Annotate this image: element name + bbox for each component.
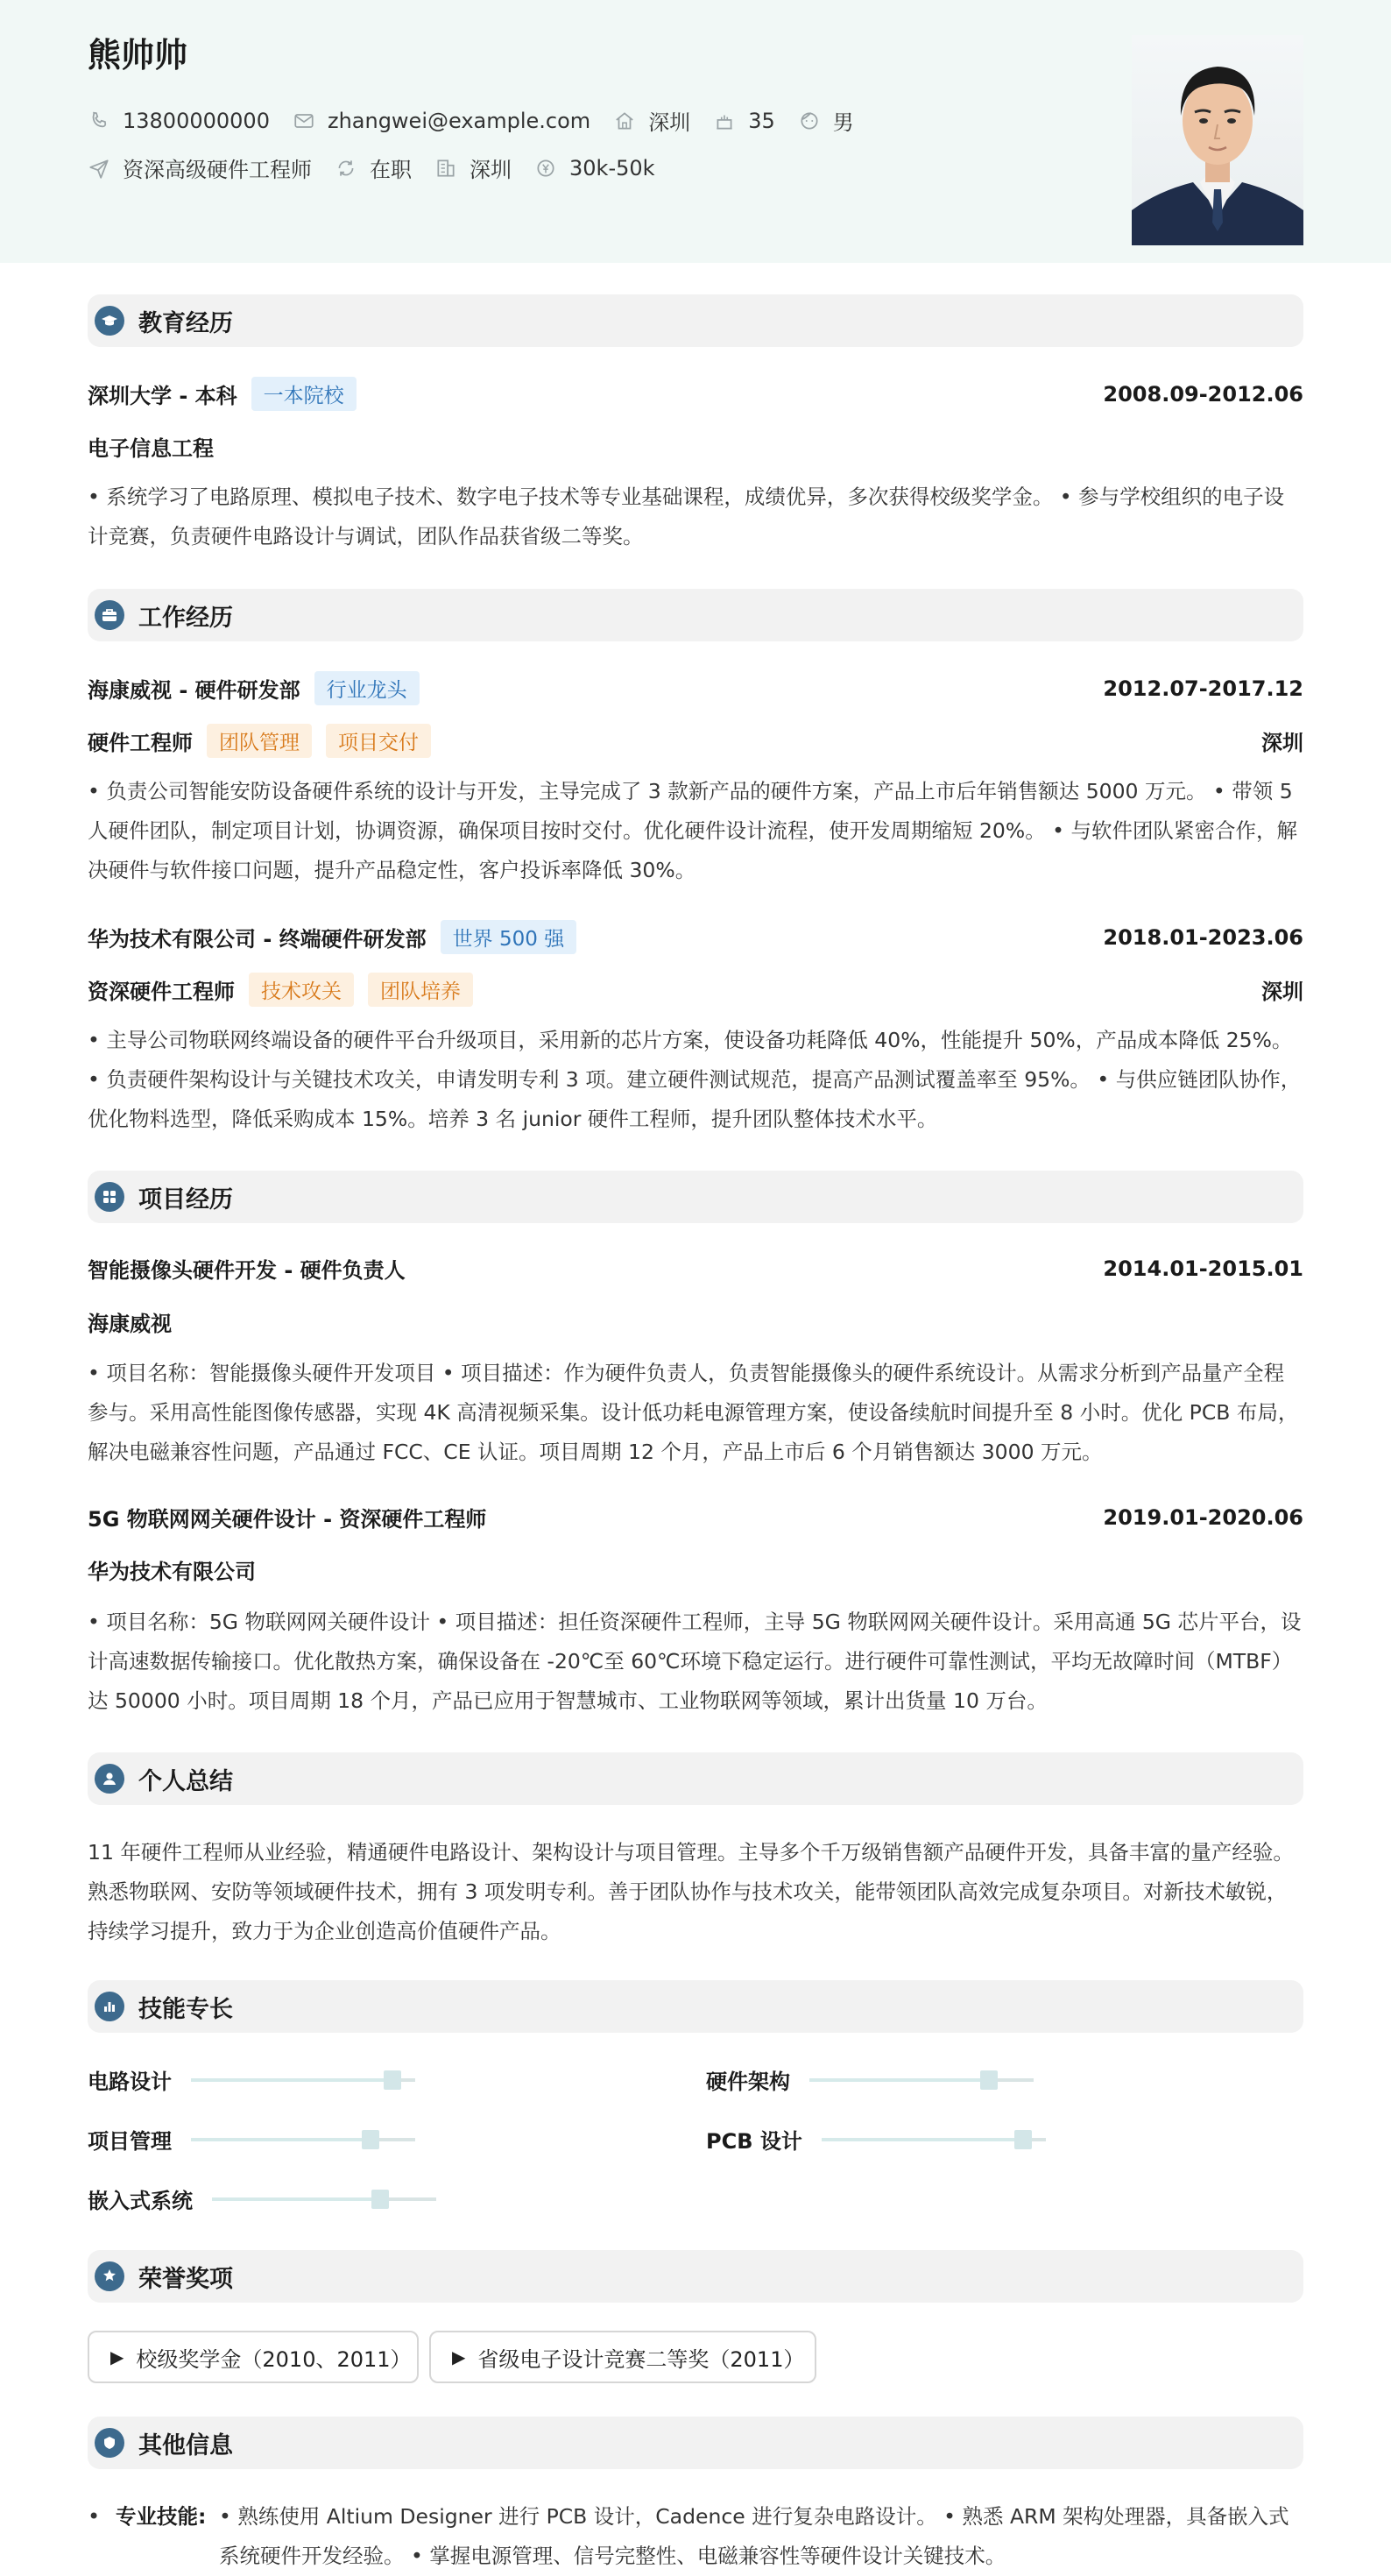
project-title: 智能摄像头硬件开发 - 硬件负责人 bbox=[88, 1258, 406, 1283]
section-education bbox=[88, 294, 1303, 347]
position-item bbox=[88, 152, 312, 183]
company-name: 华为技术有限公司 - 终端硬件研发部 bbox=[88, 927, 427, 952]
award-icon bbox=[95, 2261, 124, 2291]
section-title: 其他信息 bbox=[138, 2431, 233, 2459]
section-title: 项目经历 bbox=[138, 1185, 233, 1214]
job-intent-row bbox=[88, 152, 678, 183]
skill-item bbox=[88, 2064, 415, 2095]
skill-slider bbox=[822, 2138, 1046, 2141]
gender-icon bbox=[798, 110, 821, 132]
city-text: 深圳 bbox=[648, 110, 691, 135]
triangle-right-icon: ▶ bbox=[110, 2346, 124, 2367]
company-name: 海康威视 - 硬件研发部 bbox=[88, 678, 300, 703]
project-header bbox=[88, 1253, 1303, 1284]
project-company-row bbox=[88, 1306, 1303, 1337]
education-header bbox=[88, 377, 1303, 411]
building-icon bbox=[434, 157, 457, 180]
other-label: 专业技能: bbox=[116, 2504, 207, 2529]
salary-item bbox=[534, 156, 655, 180]
work-role-row bbox=[88, 724, 1303, 758]
role-tag: 项目交付 bbox=[326, 724, 431, 758]
project-date: 2019.01-2020.06 bbox=[1103, 1504, 1303, 1530]
section-work bbox=[88, 589, 1303, 641]
skill-item bbox=[706, 2124, 1046, 2155]
section-title: 个人总结 bbox=[138, 1767, 233, 1795]
section-title: 教育经历 bbox=[138, 309, 233, 337]
bar-chart-icon bbox=[95, 1992, 124, 2021]
target-city-text: 深圳 bbox=[470, 158, 512, 182]
contact-row bbox=[88, 105, 877, 136]
home-icon bbox=[613, 110, 636, 132]
email-text: zhangwei@example.com bbox=[327, 108, 591, 133]
work-header bbox=[88, 671, 1303, 705]
status-item bbox=[335, 152, 412, 183]
other-item bbox=[88, 2497, 1303, 2576]
target-city-item bbox=[434, 152, 512, 183]
skill-slider bbox=[191, 2078, 415, 2082]
skill-name: 嵌入式系统 bbox=[88, 2189, 193, 2213]
section-summary bbox=[88, 1752, 1303, 1805]
coin-icon bbox=[534, 157, 557, 180]
grid-icon bbox=[95, 1182, 124, 1212]
skill-item bbox=[88, 2124, 415, 2155]
role-tag: 团队培养 bbox=[368, 973, 473, 1007]
briefcase-icon bbox=[95, 600, 124, 630]
section-title: 技能专长 bbox=[138, 1995, 233, 2023]
section-projects bbox=[88, 1171, 1303, 1223]
triangle-right-icon: ▶ bbox=[452, 2346, 466, 2367]
candidate-name: 熊帅帅 bbox=[88, 36, 188, 74]
phone-icon bbox=[88, 110, 110, 132]
email-item bbox=[293, 109, 590, 133]
gender-item bbox=[798, 105, 854, 136]
honor-text: 校级奖学金（2010、2011） bbox=[136, 2346, 412, 2372]
cake-icon bbox=[713, 110, 736, 132]
company-tag: 行业龙头 bbox=[314, 671, 420, 705]
role-tag: 团队管理 bbox=[207, 724, 312, 758]
education-description: • 系统学习了电路原理、模拟电子技术、数字电子技术等专业基础课程，成绩优异，多次获得校级奖学金。 • 参与学校组织的电子设计竞赛，负责硬件电路设计与调试，团队作品获省级二等奖。 bbox=[88, 485, 1285, 548]
project-date: 2014.01-2015.01 bbox=[1103, 1256, 1303, 1281]
skill-item bbox=[706, 2064, 1034, 2095]
job-role: 资深硬件工程师 bbox=[88, 980, 235, 1004]
skill-slider bbox=[809, 2078, 1034, 2082]
skill-slider bbox=[191, 2138, 415, 2141]
work-description: • 主导公司物联网终端设备的硬件平台升级项目，采用新的芯片方案，使设备功耗降低 40%，性能提升 50%，产品成本降低 25%。 • 负责硬件架构设计与关键技术攻关，申请发明专利 3 项。建立硬件测试规范，提高产品测试覆盖率至 95%。 • 与供应链团队协作，优化物料选型，降低采购成本 15%。培养 3 名 junior 硬件工程师，提升团队整体技术水平。 bbox=[88, 1028, 1302, 1131]
education-date: 2008.09-2012.06 bbox=[1103, 381, 1303, 407]
project-description: • 项目名称：5G 物联网网关硬件设计 • 项目描述：担任资深硬件工程师，主导 5G 物联网网关硬件设计。采用高通 5G 芯片平台，设计高速数据传输接口。优化散热方案，确保设备在 -20℃至 60℃环境下稳定运行。进行硬件可靠性测试，平均无故障时间（MTBF）达 50000 小时。项目周期 18 个月，产品已应用于智慧城市、工业物联网等领域，累计出货量 10 万台。 bbox=[88, 1610, 1302, 1713]
mail-icon bbox=[293, 110, 315, 132]
skill-name: 硬件架构 bbox=[706, 2070, 790, 2094]
city-item bbox=[613, 105, 690, 136]
work-role-row bbox=[88, 973, 1303, 1007]
age-text: 35 bbox=[748, 108, 775, 133]
section-skills bbox=[88, 1980, 1303, 2033]
work-header bbox=[88, 920, 1303, 954]
honor-item[interactable] bbox=[88, 2331, 419, 2383]
school-name: 深圳大学 - 本科 bbox=[88, 384, 237, 408]
company-tag: 世界 500 强 bbox=[441, 920, 577, 954]
resume-header bbox=[0, 0, 1391, 263]
skill-item bbox=[88, 2183, 436, 2214]
send-icon bbox=[88, 157, 110, 180]
work-date: 2012.07-2017.12 bbox=[1103, 676, 1303, 701]
work-location: 深圳 bbox=[1261, 980, 1303, 1004]
section-title: 荣誉奖项 bbox=[138, 2265, 233, 2293]
work-location: 深圳 bbox=[1261, 731, 1303, 755]
project-header bbox=[88, 1502, 1303, 1532]
skill-name: PCB 设计 bbox=[706, 2129, 802, 2154]
skill-slider bbox=[212, 2197, 436, 2201]
profile-photo bbox=[1132, 35, 1303, 245]
education-major-row bbox=[88, 431, 1303, 462]
status-text: 在职 bbox=[370, 158, 412, 182]
work-description: • 负责公司智能安防设备硬件系统的设计与开发，主导完成了 3 款新产品的硬件方案，产品上市后年销售额达 5000 万元。 • 带领 5 人硬件团队，制定项目计划，协调资源，确保项目按时交付。优化硬件设计流程，使开发周期缩短 20%。 • 与软件团队紧密合作，解决硬件与软件接口问题，提升产品稳定性，客户投诉率降低 30%。 bbox=[88, 779, 1298, 882]
school-tag: 一本院校 bbox=[251, 377, 357, 411]
phone-text: 13800000000 bbox=[123, 108, 270, 133]
project-company: 海康威视 bbox=[88, 1312, 172, 1336]
gender-text: 男 bbox=[832, 110, 854, 135]
other-text: • 熟练使用 Altium Designer 进行 PCB 设计，Cadence 进行复杂电路设计。 • 熟悉 ARM 架构处理器，具备嵌入式系统硬件开发经验。 • 掌握电源管理、信号完整性、电磁兼容性等硬件设计关键技术。 bbox=[219, 2504, 1289, 2568]
summary-text: 11 年硬件工程师从业经验，精通硬件电路设计、架构设计与项目管理。主导多个千万级销售额产品硬件开发，具备丰富的量产经验。熟悉物联网、安防等领域硬件技术，拥有 3 项发明专利。善于团队协作与技术攻关，能带领团队高效完成复杂项目。对新技术敏锐，持续学习提升，致力于为企业创造高价值硬件产品。 bbox=[88, 1840, 1294, 1943]
honor-text: 省级电子设计竞赛二等奖（2011） bbox=[477, 2346, 805, 2372]
skill-name: 项目管理 bbox=[88, 2129, 172, 2154]
bullet-dot: • bbox=[88, 2504, 101, 2529]
project-description: • 项目名称：智能摄像头硬件开发项目 • 项目描述：作为硬件负责人，负责智能摄像头的硬件系统设计。从需求分析到产品量产全程参与。采用高性能图像传感器，实现 4K 高清视频采集。设计低功耗电源管理方案，使设备续航时间提升至 8 小时。优化 PCB 布局，解决电磁兼容性问题，产品通过 FCC、CE 认证。项目周期 12 个月，产品上市后 6 个月销售额达 3000 万元。 bbox=[88, 1361, 1299, 1464]
salary-text: 30k-50k bbox=[569, 155, 655, 180]
user-icon bbox=[95, 1764, 124, 1794]
badge-icon bbox=[95, 2428, 124, 2458]
major-name: 电子信息工程 bbox=[88, 436, 214, 461]
honor-item[interactable] bbox=[429, 2331, 816, 2383]
phone-item bbox=[88, 109, 270, 133]
section-title: 工作经历 bbox=[138, 604, 233, 632]
section-other bbox=[88, 2417, 1303, 2469]
work-date: 2018.01-2023.06 bbox=[1103, 924, 1303, 950]
job-role: 硬件工程师 bbox=[88, 731, 193, 755]
section-honors bbox=[88, 2250, 1303, 2303]
age-item bbox=[713, 109, 775, 133]
role-tag: 技术攻关 bbox=[249, 973, 354, 1007]
graduation-cap-icon bbox=[95, 306, 124, 336]
project-company: 华为技术有限公司 bbox=[88, 1560, 256, 1584]
project-title: 5G 物联网网关硬件设计 - 资深硬件工程师 bbox=[88, 1507, 487, 1532]
skill-name: 电路设计 bbox=[88, 2070, 172, 2094]
project-company-row bbox=[88, 1554, 1303, 1585]
position-text: 资深高级硬件工程师 bbox=[123, 158, 312, 182]
refresh-icon bbox=[335, 157, 357, 180]
